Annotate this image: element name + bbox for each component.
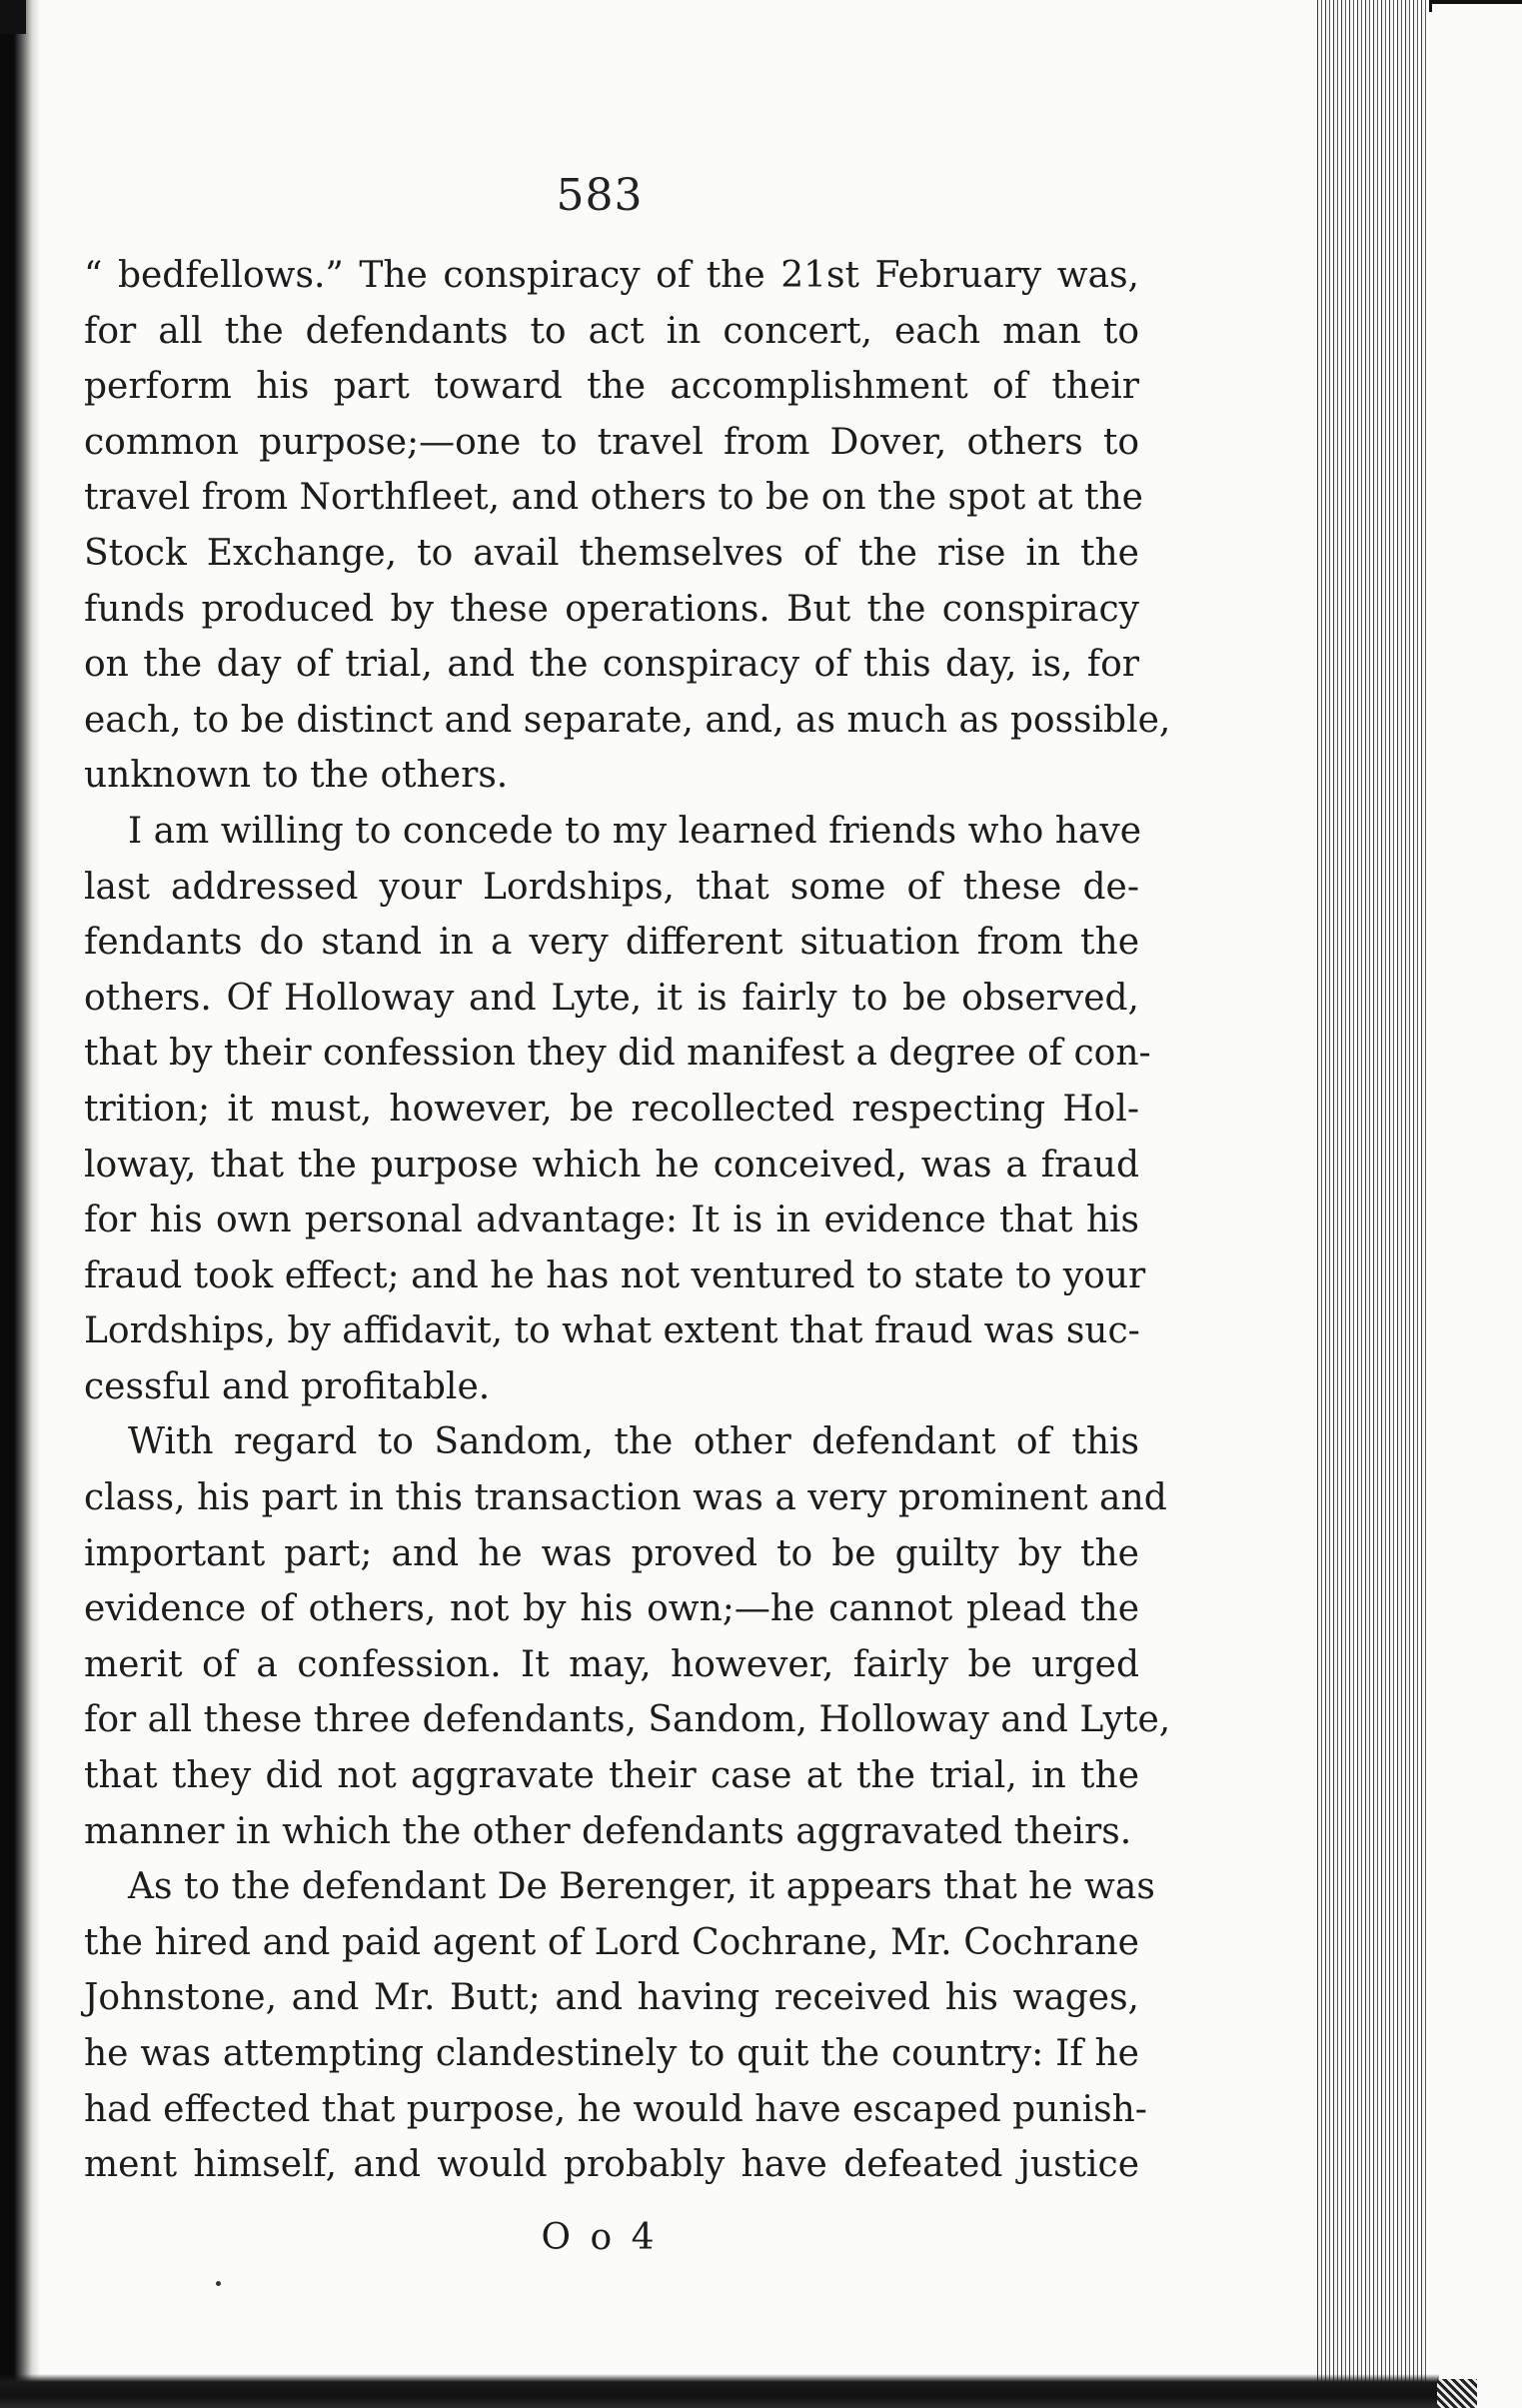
text-line: that by their confession they did manifest a degree of con- <box>84 1033 1151 1075</box>
text-line: funds produced by these operations. But the conspiracy <box>84 588 1139 630</box>
text-line: common purpose;—one to travel from Dover, others to <box>84 421 1139 463</box>
text-line: unknown to the others. <box>84 755 509 797</box>
text-line: evidence of others, not by his own;—he cannot plead the <box>84 1588 1139 1630</box>
text-line: that they did not aggravate their case at the trial, in the <box>84 1755 1139 1797</box>
ink-speck <box>216 2281 221 2286</box>
text-line: cessful and profitable. <box>84 1365 491 1407</box>
body-text <box>84 248 1171 2193</box>
bottom-edge-shadow <box>0 2374 1439 2408</box>
text-line: Johnstone, and Mr. Butt; and having received his wages, <box>84 1977 1139 2019</box>
text-line: had effected that purpose, he would have escaped punish- <box>84 2088 1147 2130</box>
page-edge-corner <box>1429 0 1522 12</box>
text-line: As to the defendant De Berenger, it appears that he was <box>128 1866 1155 1908</box>
text-line: for all the defendants to act in concert, each man to <box>84 310 1139 352</box>
text-line: on the day of trial, and the conspiracy of this day, is, for <box>84 644 1139 686</box>
text-line: manner in which the other defendants aggravated theirs. <box>84 1810 1132 1852</box>
signature-mark: O o 4 <box>541 2217 659 2258</box>
page-number: 583 <box>556 170 644 221</box>
text-line: Stock Exchange, to avail themselves of the rise in the <box>84 532 1139 574</box>
text-line: class, his part in this transaction was a very prominent and <box>84 1477 1167 1519</box>
text-line: fraud took effect; and he has not ventured to state to your <box>84 1254 1146 1296</box>
text-line: Lordships, by affidavit, to what extent that fraud was suc- <box>84 1310 1140 1352</box>
binding-shadow <box>0 0 40 2408</box>
text-line: “ bedfellows.” The conspiracy of the 21st February was, <box>84 255 1139 296</box>
text-line: I am willing to concede to my learned friends who have <box>128 810 1141 852</box>
text-line: each, to be distinct and separate, and, as much as possible, <box>84 699 1171 741</box>
text-line: perform his part toward the accomplishment of their <box>84 366 1139 408</box>
text-line: ment himself, and would probably have defeated justice <box>84 2144 1139 2186</box>
text-line: for his own personal advantage: It is in evidence that his <box>84 1200 1139 1241</box>
text-line: the hired and paid agent of Lord Cochrane, Mr. Cochrane <box>84 1921 1139 1963</box>
page-edge-stripes <box>1317 0 1429 2408</box>
text-line: others. Of Holloway and Lyte, it is fairly to be observed, <box>84 977 1139 1019</box>
text-line: for all these three defendants, Sandom, Holloway and Lyte, <box>84 1699 1171 1741</box>
text-line: he was attempting clandestinely to quit the country: If he <box>84 2033 1139 2074</box>
text-line: travel from Northfleet, and others to be on the spot at the <box>84 477 1143 519</box>
bottom-corner-mark <box>1437 2379 1477 2408</box>
binding-mark <box>0 0 26 34</box>
text-line: merit of a confession. It may, however, fairly be urged <box>84 1643 1139 1685</box>
text-line: With regard to Sandom, the other defendant of this <box>128 1421 1139 1463</box>
text-line: important part; and he was proved to be guilty by the <box>84 1532 1139 1574</box>
text-line: last addressed your Lordships, that some of these de- <box>84 866 1139 908</box>
text-line: loway, that the purpose which he conceived, was a fraud <box>84 1144 1139 1186</box>
text-line: fendants do stand in a very different situation from the <box>84 922 1139 964</box>
text-line: trition; it must, however, be recollected respecting Hol- <box>84 1088 1139 1130</box>
